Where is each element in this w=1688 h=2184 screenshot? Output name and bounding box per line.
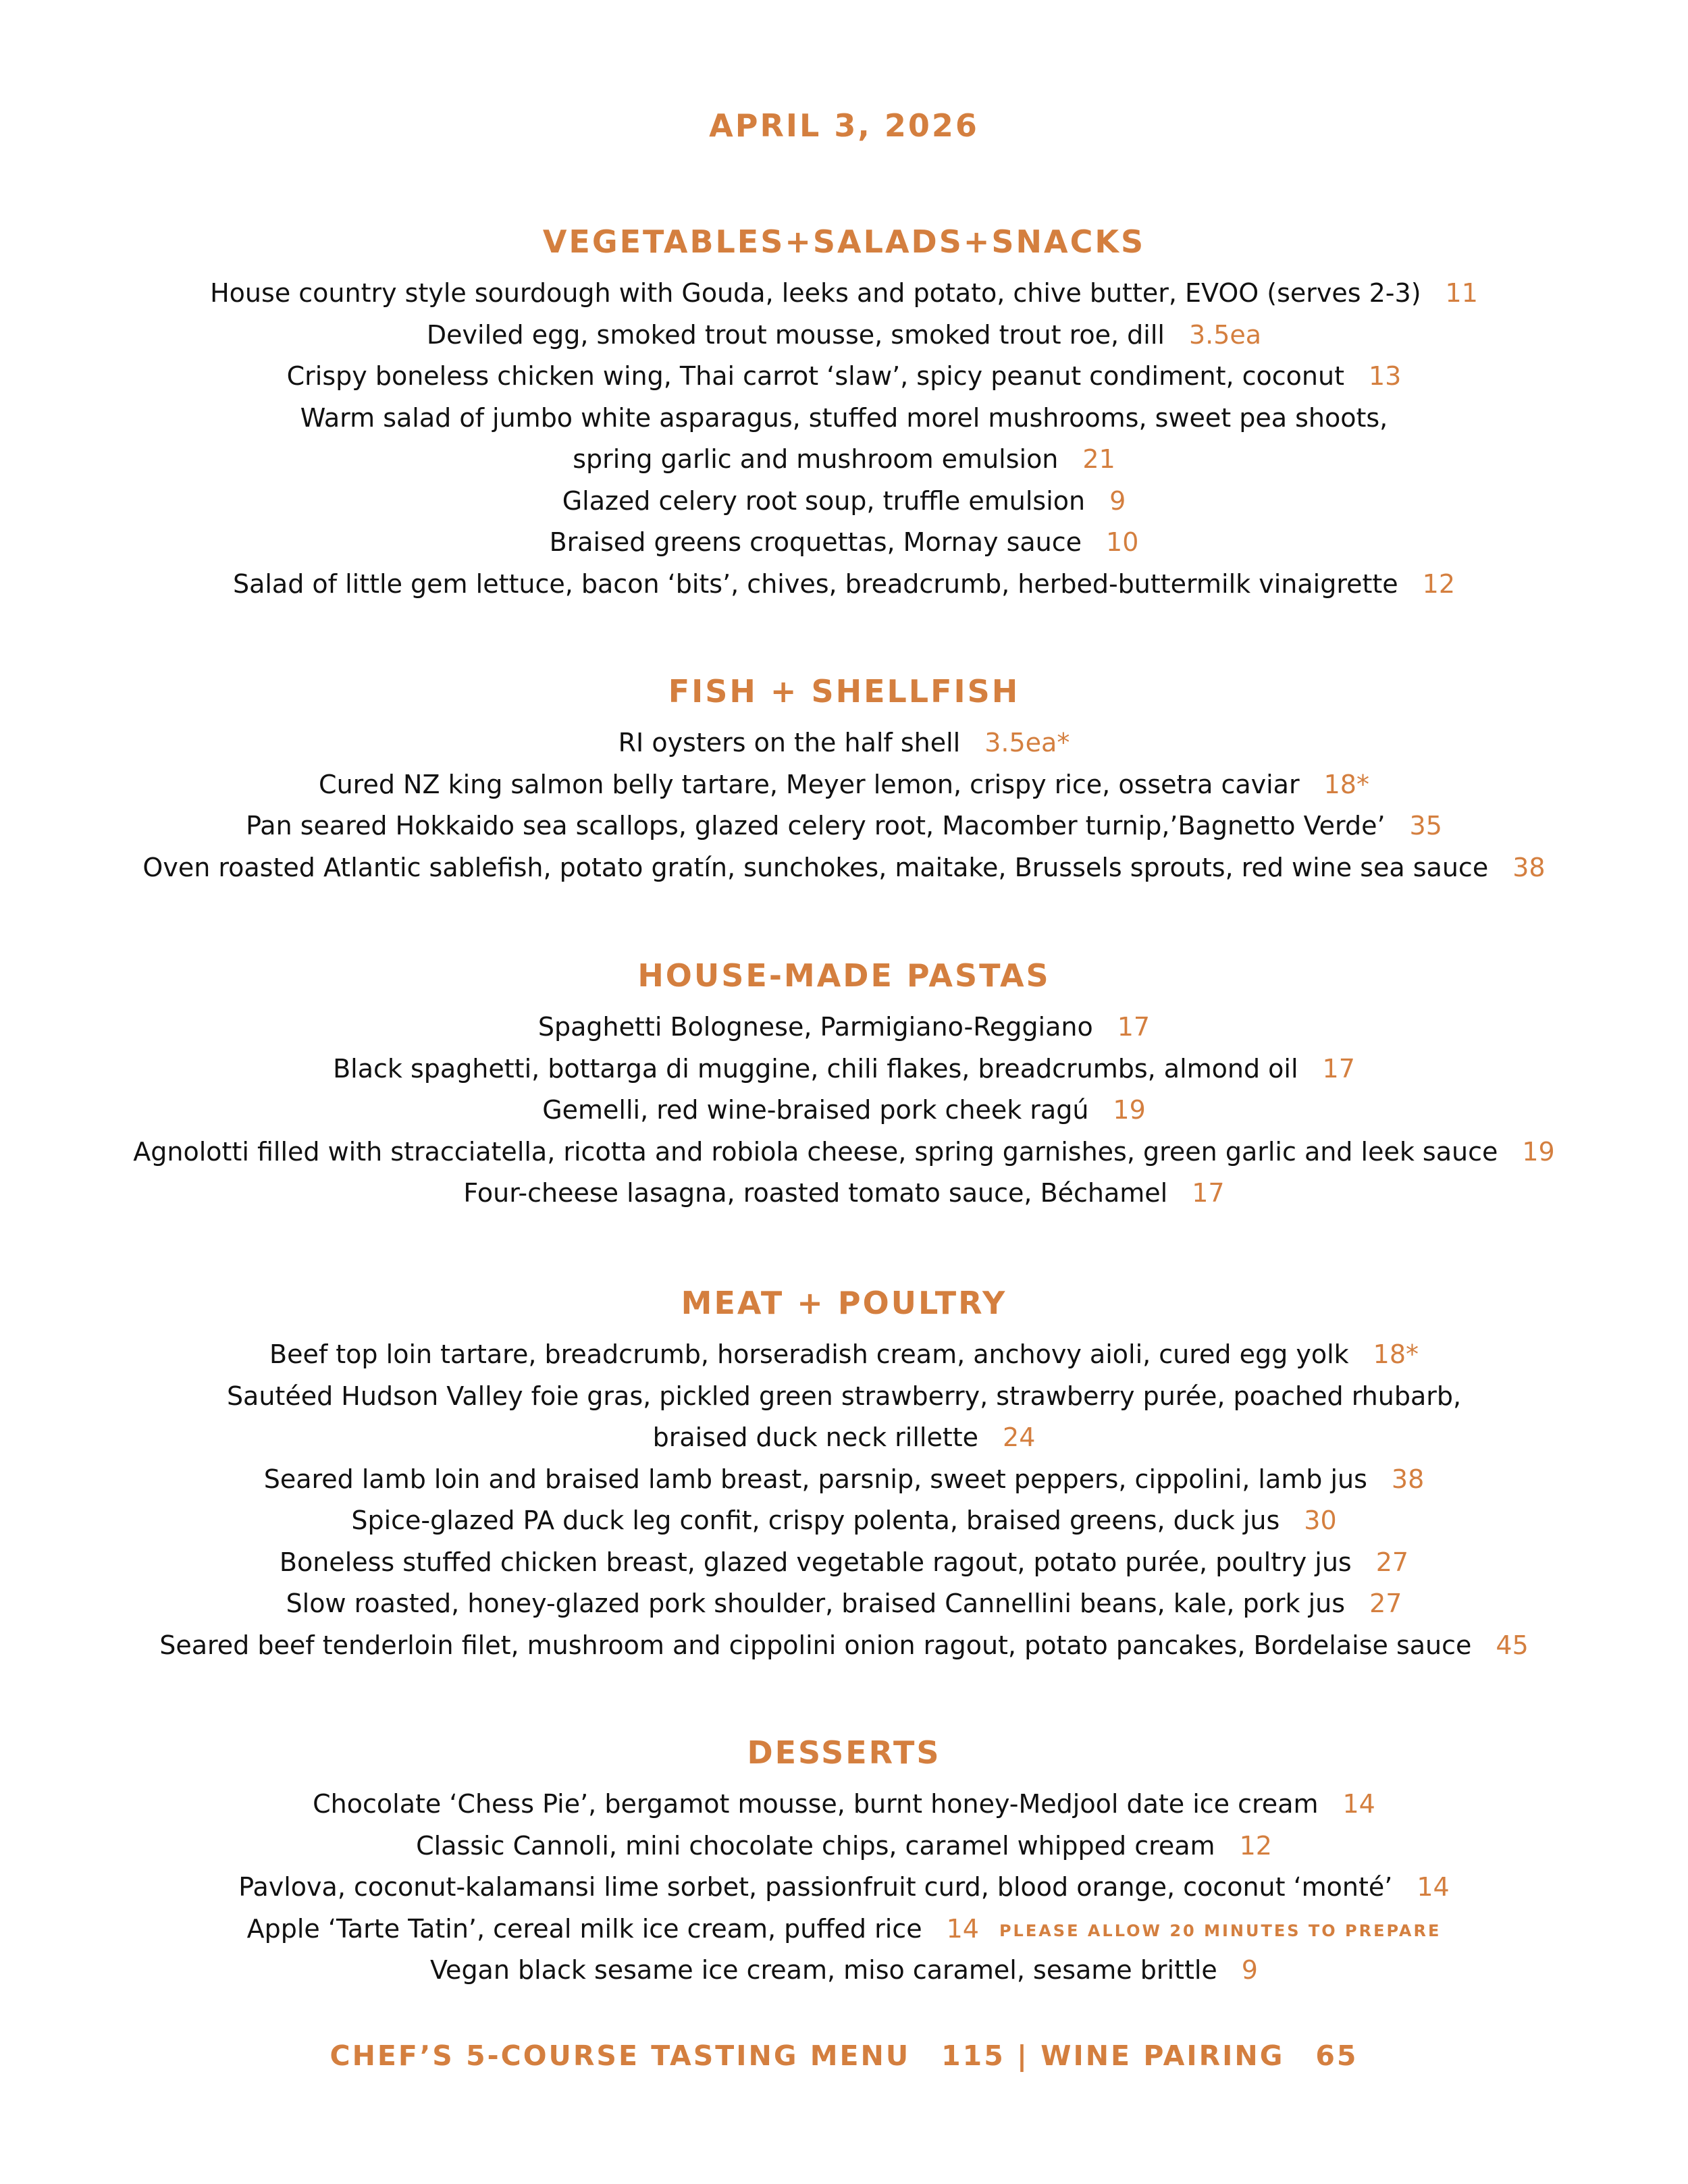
menu-item	[0, 1376, 1688, 1418]
section-desserts	[0, 1732, 1688, 1992]
wine-pairing-price: 65	[1315, 2040, 1359, 2072]
item-text: Four-cheese lasagna, roasted tomato sauce, Béchamel	[463, 1178, 1168, 1208]
item-text: Seared lamb loin and braised lamb breast, parsnip, sweet peppers, cippolini, lamb jus	[263, 1464, 1367, 1494]
menu-item	[0, 722, 1688, 764]
menu-item	[0, 1583, 1688, 1625]
section-title: MEAT + POULTRY	[681, 1285, 1007, 1321]
item-price: 17	[1117, 1012, 1151, 1042]
item-text: braised duck neck rillette	[652, 1422, 979, 1452]
item-price: 14	[1342, 1789, 1375, 1819]
item-price: 35	[1409, 811, 1442, 841]
menu-item	[0, 1826, 1688, 1867]
menu-item	[0, 273, 1688, 315]
item-text: Black spaghetti, bottarga di muggine, chili flakes, breadcrumbs, almond oil	[333, 1053, 1298, 1084]
section-title: DESSERTS	[747, 1734, 941, 1771]
item-price: 38	[1391, 1464, 1425, 1494]
item-text: Crispy boneless chicken wing, Thai carrot ‘slaw’, spicy peanut condiment, coconut	[286, 361, 1344, 391]
menu-item	[0, 1334, 1688, 1376]
item-price: 9	[1241, 1955, 1258, 1985]
menu-item	[0, 1542, 1688, 1584]
item-price: 14	[1417, 1872, 1450, 1902]
item-text: Apple ‘Tarte Tatin’, cereal milk ice cream, puffed rice	[246, 1913, 922, 1944]
item-text: Classic Cannoli, mini chocolate chips, caramel whipped cream	[416, 1830, 1215, 1861]
menu-item	[0, 1867, 1688, 1909]
item-text: Agnolotti filled with stracciatella, ricotta and robiola cheese, spring garnishes, green garlic and leek sauce	[133, 1136, 1498, 1167]
menu-item	[0, 1625, 1688, 1667]
item-text: Warm salad of jumbo white asparagus, stuffed morel mushrooms, sweet pea shoots,	[300, 402, 1388, 433]
item-text: Pan seared Hokkaido sea scallops, glazed celery root, Macomber turnip,’Bagnetto Verde’	[246, 811, 1386, 841]
item-text: Sautéed Hudson Valley foie gras, pickled green strawberry, strawberry purée, poached rhubarb,	[226, 1381, 1462, 1411]
item-text: Chocolate ‘Chess Pie’, bergamot mousse, burnt honey-Medjool date ice cream	[313, 1789, 1319, 1819]
menu-item	[0, 1007, 1688, 1048]
item-price: 18*	[1323, 769, 1369, 799]
item-price: 3.5ea	[1188, 319, 1262, 350]
menu-item	[0, 1950, 1688, 1992]
item-text: Braised greens croquettas, Mornay sauce	[549, 527, 1082, 557]
section-house-made-pastas	[0, 955, 1688, 1215]
item-text: Slow roasted, honey-glazed pork shoulder, braised Cannellini beans, kale, pork jus	[286, 1589, 1346, 1618]
item-price: 19	[1522, 1136, 1555, 1167]
section-meat-poultry	[0, 1283, 1688, 1666]
menu-item	[0, 1173, 1688, 1215]
menu-item	[0, 1131, 1688, 1173]
item-price: 21	[1082, 444, 1115, 474]
item-text: Cured NZ king salmon belly tartare, Meyer lemon, crispy rice, ossetra caviar	[319, 769, 1300, 799]
item-text: Gemelli, red wine-braised pork cheek ragú	[542, 1095, 1089, 1125]
menu-item	[0, 439, 1688, 481]
menu-item	[0, 1784, 1688, 1826]
item-text: Deviled egg, smoked trout mousse, smoked trout roe, dill	[426, 319, 1165, 350]
tasting-menu-line	[0, 2035, 1688, 2076]
item-price: 11	[1445, 278, 1478, 308]
menu-item	[0, 1048, 1688, 1090]
menu-item	[0, 398, 1688, 440]
section-title: HOUSE-MADE PASTAS	[637, 957, 1051, 994]
item-text: Spice-glazed PA duck leg confit, crispy polenta, braised greens, duck jus	[351, 1506, 1280, 1535]
item-text: Seared beef tenderloin filet, mushroom and cippolini onion ragout, potato pancakes, Bordelaise sauce	[159, 1630, 1472, 1660]
tasting-menu-label: CHEF’S 5-COURSE TASTING MENU	[329, 2040, 911, 2072]
item-text: Beef top loin tartare, breadcrumb, horseradish cream, anchovy aioli, cured egg yolk	[269, 1339, 1349, 1369]
item-text: House country style sourdough with Gouda, leeks and potato, chive butter, EVOO (serves 2-3)	[210, 278, 1421, 308]
item-text: Pavlova, coconut-kalamansi lime sorbet, passionfruit curd, blood orange, coconut ‘monté’	[238, 1872, 1393, 1902]
item-price: 27	[1369, 1589, 1402, 1618]
menu-item	[0, 315, 1688, 356]
item-price: 3.5ea*	[984, 728, 1070, 757]
item-text: Vegan black sesame ice cream, miso caramel, sesame brittle	[430, 1955, 1217, 1985]
item-price: 17	[1322, 1053, 1355, 1084]
item-price: 12	[1422, 568, 1456, 599]
menu-item	[0, 1909, 1688, 1950]
item-price: 10	[1106, 527, 1139, 557]
item-text: Glazed celery root soup, truffle emulsion	[562, 485, 1086, 516]
menu-item	[0, 564, 1688, 606]
section-title: VEGETABLES+SALADS+SNACKS	[542, 223, 1146, 260]
item-price: 45	[1496, 1630, 1529, 1660]
section-title: FISH + SHELLFISH	[668, 673, 1020, 710]
menu-item	[0, 522, 1688, 564]
menu-item	[0, 356, 1688, 398]
item-price: 19	[1113, 1095, 1146, 1125]
section-fish-shellfish	[0, 671, 1688, 888]
item-price: 38	[1512, 852, 1546, 882]
menu-item	[0, 1090, 1688, 1131]
item-price: 9	[1109, 485, 1126, 516]
section-vegetables-salads-snacks	[0, 221, 1688, 605]
item-price: 18*	[1373, 1339, 1419, 1369]
item-text: Boneless stuffed chicken breast, glazed vegetable ragout, potato purée, poultry jus	[279, 1547, 1352, 1577]
item-text: Salad of little gem lettuce, bacon ‘bits’, chives, breadcrumb, herbed-buttermilk vinaigrette	[232, 568, 1398, 599]
menu-item	[0, 481, 1688, 523]
item-price: 14	[946, 1913, 979, 1944]
item-text: Spaghetti Bolognese, Parmigiano-Reggiano	[537, 1012, 1093, 1042]
item-price: 27	[1375, 1547, 1409, 1577]
menu-item	[0, 1417, 1688, 1459]
item-text: Oven roasted Atlantic sablefish, potato gratín, sunchokes, maitake, Brussels sprouts, red wine sea sauce	[142, 852, 1489, 882]
item-price: 12	[1239, 1830, 1272, 1861]
item-price: 30	[1304, 1506, 1337, 1535]
menu-item	[0, 847, 1688, 889]
item-price: 13	[1368, 361, 1402, 391]
tasting-menu-price: 115 | WINE PAIRING	[941, 2040, 1285, 2072]
item-price: 24	[1003, 1422, 1036, 1452]
item-text: RI oysters on the half shell	[618, 728, 961, 757]
item-text: spring garlic and mushroom emulsion	[573, 444, 1059, 474]
menu-date: APRIL 3, 2026	[709, 107, 979, 144]
item-price: 17	[1192, 1178, 1225, 1208]
menu-item	[0, 805, 1688, 847]
prep-time-note: PLEASE ALLOW 20 MINUTES TO PREPARE	[999, 1921, 1442, 1940]
menu-item	[0, 1500, 1688, 1542]
menu-item	[0, 764, 1688, 806]
menu-item	[0, 1459, 1688, 1501]
